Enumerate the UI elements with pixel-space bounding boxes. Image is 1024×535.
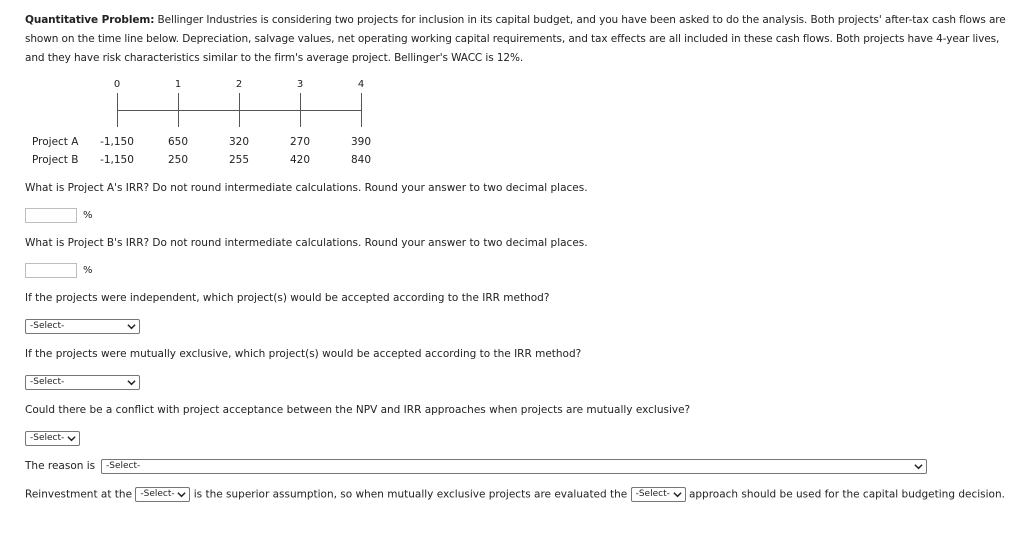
question-irr-b: What is Project B's IRR? Do not round intermediate calculations. Round your answer to two decimal places.	[25, 237, 588, 249]
conflict-select[interactable]	[25, 431, 80, 446]
reinvestment-rate-select-value: -Select-	[140, 489, 175, 499]
independent-select-value: -Select-	[30, 321, 65, 331]
project-b-cf-0: -1,150	[100, 154, 134, 166]
timeline-axis	[117, 110, 362, 111]
question-conflict: Could there be a conflict with project acceptance between the NPV and IRR approaches when projects are mutually exclusive?	[25, 404, 691, 416]
independent-select[interactable]	[25, 319, 140, 334]
period-4: 4	[357, 79, 365, 90]
approach-select-value: -Select-	[635, 489, 670, 499]
percent-label: %	[83, 265, 93, 276]
problem-text: Bellinger Industries is considering two projects for inclusion in its capital budget, and you have been asked to do the analysis. Both projects' after-tax cash flows are shown on the time line below. Depreciation, salvage values, net operating working capital requirements, and tax effects are all included in these cash flows. Both projects have 4-year lives, and they have risk characteristics similar to the firm's average project. Bellinger's WACC is 12%.	[25, 14, 1006, 64]
chevron-down-icon	[127, 378, 136, 387]
mutually-exclusive-select[interactable]	[25, 375, 140, 390]
reinvestment-rate-select[interactable]	[135, 487, 190, 502]
reason-label: The reason is	[25, 460, 96, 472]
chevron-down-icon	[127, 322, 136, 331]
chevron-down-icon	[914, 462, 923, 471]
project-b-cf-3: 420	[289, 154, 311, 166]
chevron-down-icon	[673, 490, 682, 499]
mutually-exclusive-select-value: -Select-	[30, 377, 65, 387]
reason-select[interactable]	[101, 459, 927, 474]
project-a-cf-4: 390	[350, 136, 372, 148]
reinvestment-sentence	[25, 487, 1005, 502]
conflict-select-value: -Select-	[30, 433, 65, 443]
project-b-label: Project B	[32, 154, 79, 166]
project-b-cf-4: 840	[350, 154, 372, 166]
chevron-down-icon	[177, 490, 186, 499]
project-a-cf-3: 270	[289, 136, 311, 148]
percent-label: %	[83, 210, 93, 221]
chevron-down-icon	[67, 434, 76, 443]
reinvest-suffix: approach should be used for the capital budgeting decision.	[688, 488, 1005, 501]
period-0: 0	[113, 79, 121, 90]
question-independent: If the projects were independent, which project(s) would be accepted according to the IRR method?	[25, 292, 550, 304]
project-b-cf-2: 255	[228, 154, 250, 166]
reinvest-prefix: Reinvestment at the	[25, 488, 133, 501]
problem-statement	[25, 11, 1015, 68]
problem-label: Quantitative Problem:	[25, 14, 155, 26]
project-a-cf-1: 650	[167, 136, 189, 148]
irr-b-input[interactable]	[25, 263, 77, 278]
reinvest-middle: is the superior assumption, so when mutually exclusive projects are evaluated the	[193, 488, 628, 501]
irr-a-input[interactable]	[25, 208, 77, 223]
period-3: 3	[296, 79, 304, 90]
project-b-cf-1: 250	[167, 154, 189, 166]
project-a-cf-2: 320	[228, 136, 250, 148]
reason-select-value: -Select-	[106, 461, 141, 471]
approach-select[interactable]	[631, 487, 686, 502]
period-2: 2	[235, 79, 243, 90]
question-irr-a: What is Project A's IRR? Do not round intermediate calculations. Round your answer to two decimal places.	[25, 182, 588, 194]
project-a-cf-0: -1,150	[100, 136, 134, 148]
project-a-label: Project A	[32, 136, 79, 148]
question-mutually-exclusive: If the projects were mutually exclusive, which project(s) would be accepted according to the IRR method?	[25, 348, 582, 360]
period-1: 1	[174, 79, 182, 90]
